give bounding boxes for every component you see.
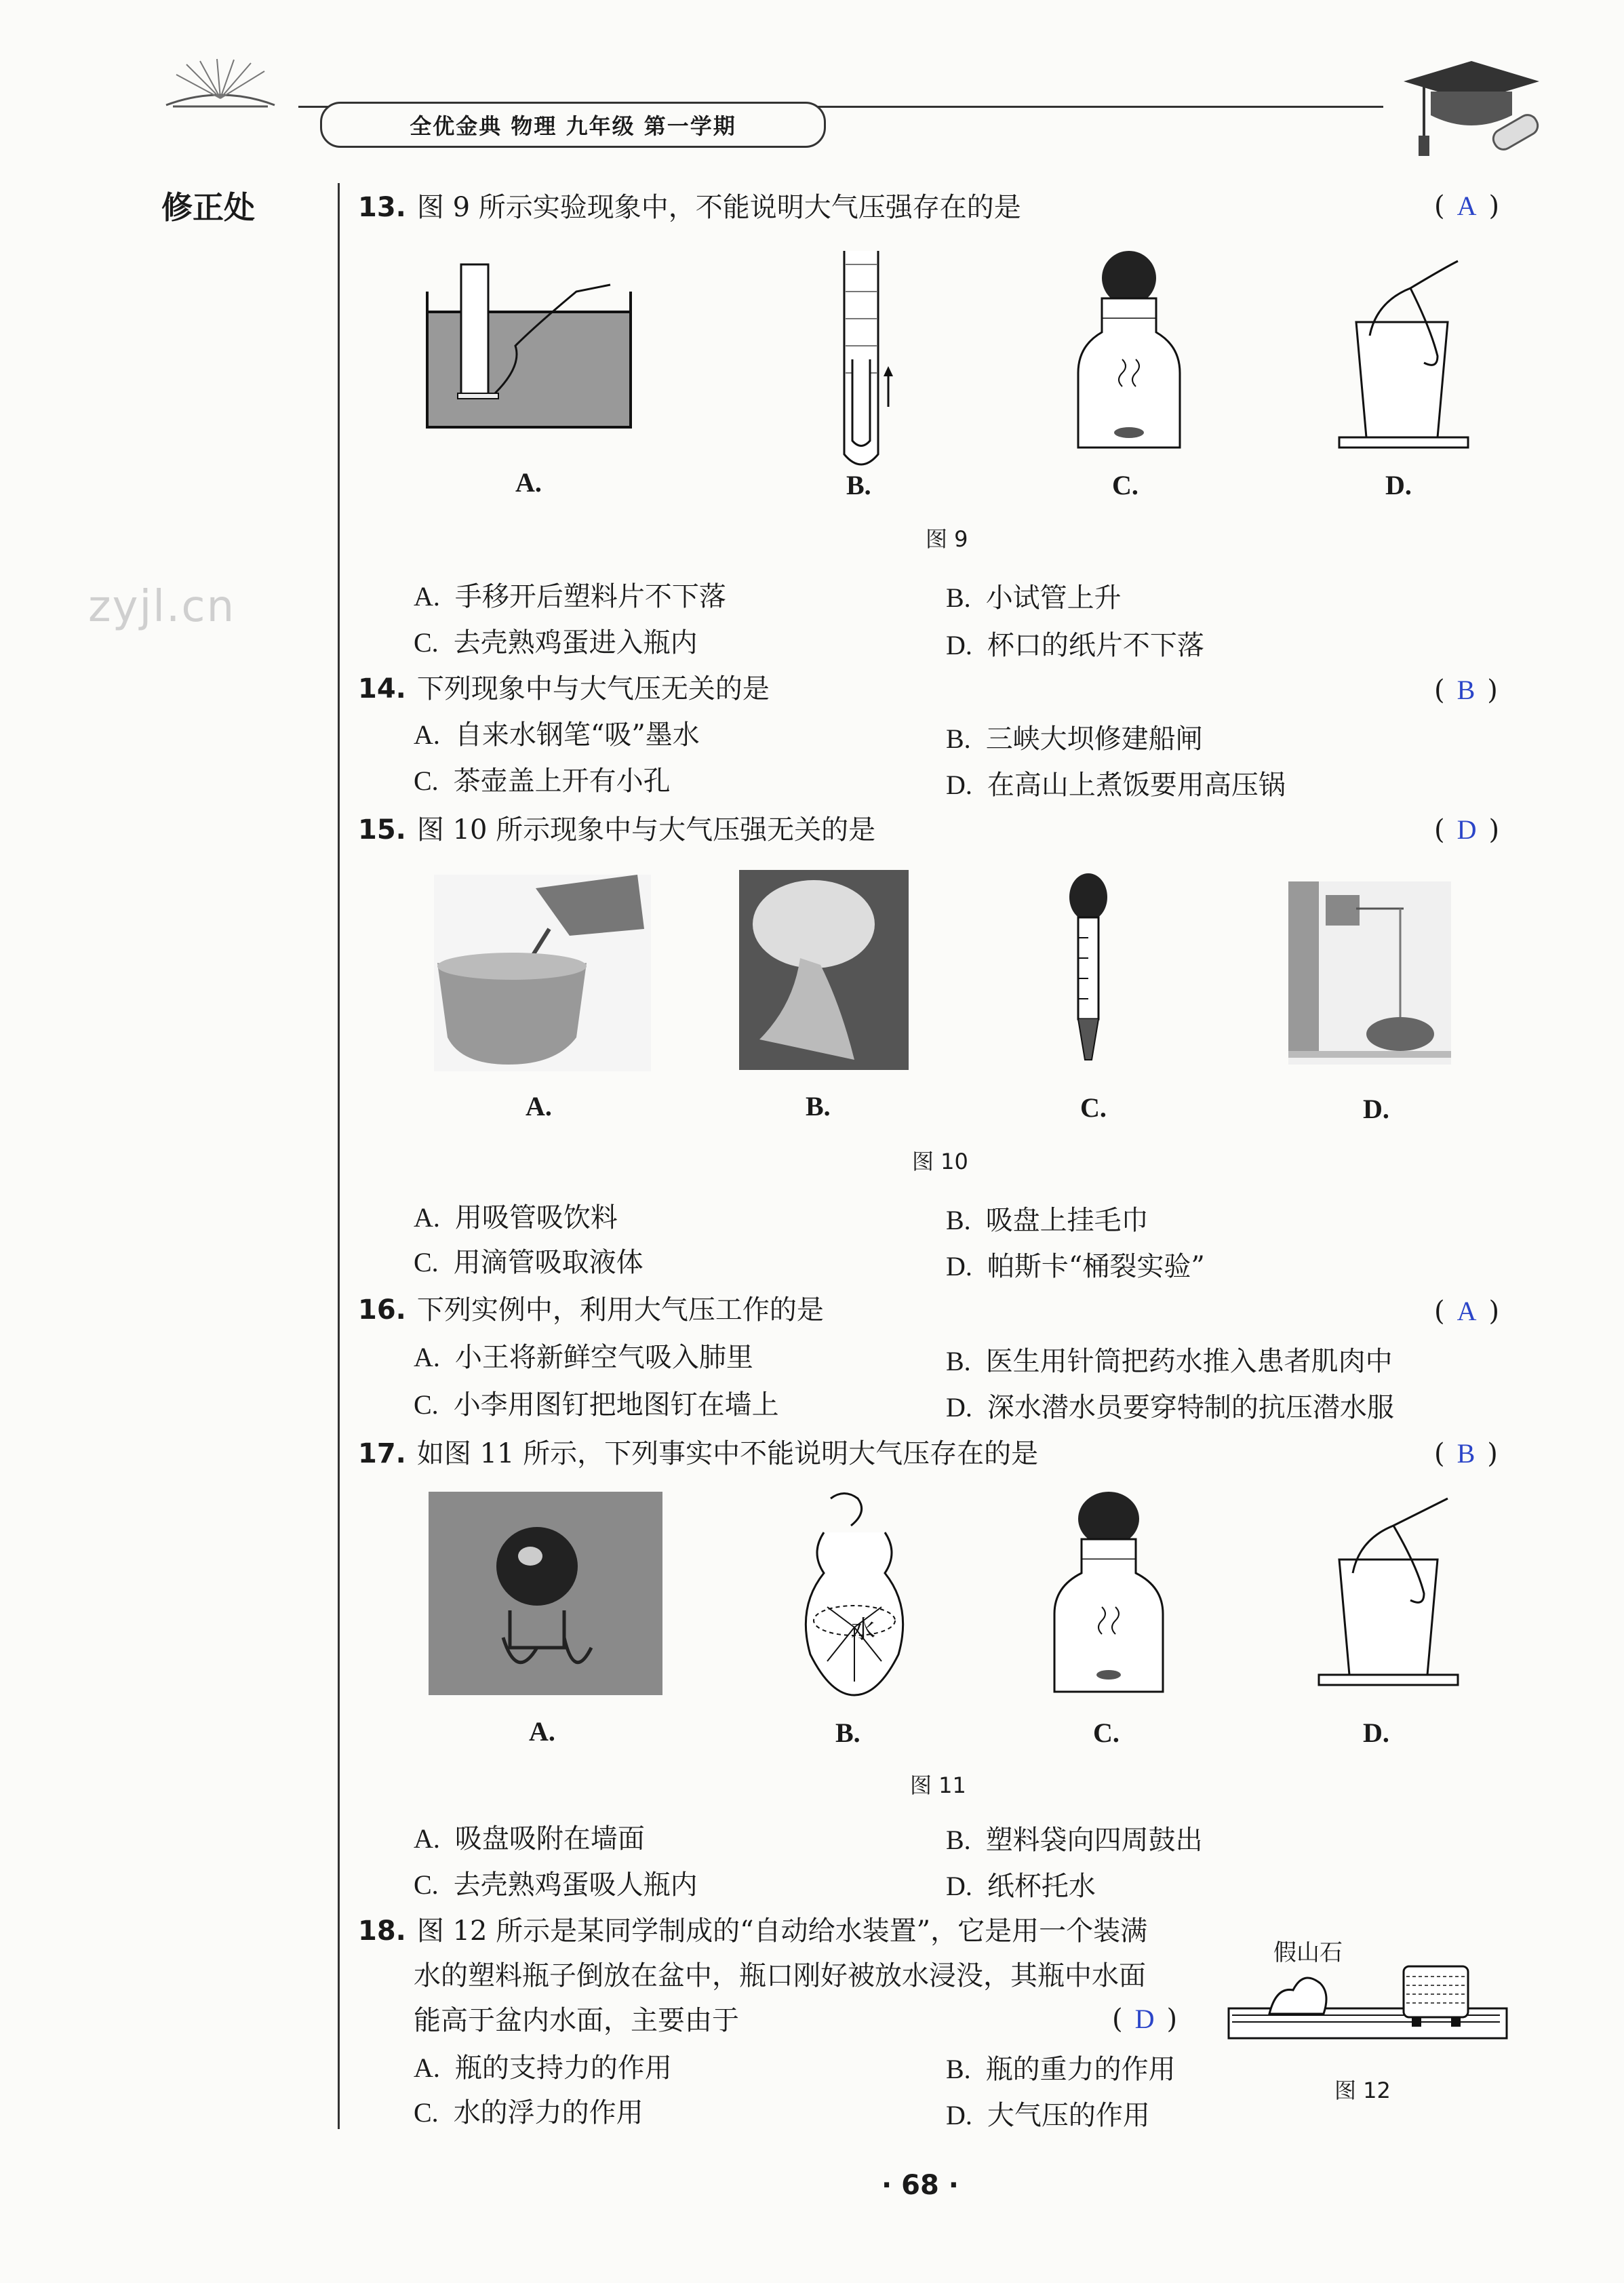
figure-9-label-b: B. bbox=[846, 470, 871, 500]
q15-option-b: B. 吸盘上挂毛巾 bbox=[946, 1205, 1149, 1236]
watermark: zyjl.cn bbox=[88, 582, 236, 632]
question-18-stem-line-1: 18. 图 12 所示是某同学制成的“自动给水装置”，它是用一个装满 bbox=[358, 1915, 1148, 1947]
answer-13: ( A ) bbox=[1434, 191, 1500, 222]
answer-17: ( B ) bbox=[1434, 1438, 1498, 1469]
figure-12-caption: 图 12 bbox=[1334, 2078, 1391, 2103]
answer-18: ( D ) bbox=[1112, 2004, 1178, 2035]
figure-9-label-c: C. bbox=[1112, 470, 1138, 500]
question-15-stem: 15. 图 10 所示现象中与大气压强无关的是 bbox=[358, 814, 876, 846]
question-14-stem: 14. 下列现象中与大气压无关的是 bbox=[358, 673, 770, 704]
q18-option-c: C. 水的浮力的作用 bbox=[414, 2097, 643, 2128]
figure-9b-test-tube-diagram bbox=[837, 251, 898, 475]
q18-option-d: D. 大气压的作用 bbox=[946, 2100, 1150, 2131]
figure-11c-egg-bottle-diagram bbox=[1048, 1492, 1170, 1695]
q15-option-a: A. 用吸管吸饮料 bbox=[414, 1202, 618, 1233]
q13-option-d: D. 杯口的纸片不下落 bbox=[946, 630, 1204, 661]
q17-option-a: A. 吸盘吸附在墙面 bbox=[414, 1823, 645, 1854]
question-16-stem: 16. 下列实例中，利用大气压工作的是 bbox=[358, 1294, 824, 1326]
q14-option-d: D. 在高山上煮饭要用高压锅 bbox=[946, 770, 1286, 801]
q18-option-b: B. 瓶的重力的作用 bbox=[946, 2054, 1176, 2085]
figure-11-label-d: D. bbox=[1363, 1718, 1389, 1748]
figure-12-rock-label: 假山石 bbox=[1273, 1939, 1343, 1966]
figure-10b-suction-cup-photo bbox=[739, 870, 909, 1070]
book-icon bbox=[159, 58, 281, 112]
figure-11-label-b: B. bbox=[835, 1718, 860, 1748]
q16-option-a: A. 小王将新鲜空气吸入肺里 bbox=[414, 1342, 753, 1373]
q16-option-c: C. 小李用图钉把地图钉在墙上 bbox=[414, 1389, 779, 1421]
q13-option-c: C. 去壳熟鸡蛋进入瓶内 bbox=[414, 627, 698, 658]
q13-option-a: A. 手移开后塑料片不下落 bbox=[414, 581, 726, 612]
q15-option-d: D. 帕斯卡“桶裂实验” bbox=[946, 1251, 1205, 1282]
q13-option-b: B. 小试管上升 bbox=[946, 582, 1122, 614]
figure-10c-dropper-diagram bbox=[1061, 870, 1115, 1067]
figure-10-label-a: A. bbox=[526, 1091, 552, 1121]
figure-11-caption: 图 11 bbox=[910, 1772, 966, 1798]
header-banner: 全优金典 物理 九年级 第一学期 bbox=[320, 102, 826, 148]
question-17-stem: 17. 如图 11 所示，下列事实中不能说明大气压存在的是 bbox=[358, 1438, 1039, 1469]
bag-water-label: 水 bbox=[851, 1616, 876, 1644]
q14-option-a: A. 自来水钢笔“吸”墨水 bbox=[414, 719, 700, 751]
q17-option-c: C. 去壳熟鸡蛋吸人瓶内 bbox=[414, 1869, 698, 1901]
page-number: · 68 · bbox=[882, 2170, 959, 2201]
q17-option-d: D. 纸杯托水 bbox=[946, 1871, 1096, 1902]
answer-15: ( D ) bbox=[1434, 814, 1500, 846]
figure-10-label-d: D. bbox=[1363, 1094, 1389, 1124]
question-18-stem-line-3: 能高于盆内水面，主要由于 bbox=[414, 2005, 739, 2036]
figure-11b-plastic-bag-diagram bbox=[804, 1492, 905, 1702]
figure-9d-paper-cup-diagram bbox=[1336, 254, 1471, 451]
q16-option-d: D. 深水潜水员要穿特制的抗压潜水服 bbox=[946, 1392, 1394, 1423]
figure-10-label-b: B. bbox=[806, 1091, 831, 1121]
answer-14: ( B ) bbox=[1434, 675, 1498, 706]
q14-option-b: B. 三峡大坝修建船闸 bbox=[946, 723, 1203, 755]
q15-option-c: C. 用滴管吸取液体 bbox=[414, 1247, 643, 1278]
sidebar-title: 修正处 bbox=[161, 189, 255, 226]
figure-10-caption: 图 10 bbox=[912, 1149, 968, 1174]
graduation-cap-icon bbox=[1397, 54, 1546, 163]
figure-11-label-c: C. bbox=[1093, 1718, 1120, 1748]
question-13-stem: 13. 图 9 所示实验现象中，不能说明大气压强存在的是 bbox=[358, 192, 1021, 223]
margin-divider bbox=[338, 183, 340, 2129]
figure-11d-paper-cup-diagram bbox=[1319, 1492, 1461, 1688]
figure-9a-plastic-sheet-diagram bbox=[420, 264, 637, 434]
question-18-stem-line-2: 水的塑料瓶子倒放在盆中，瓶口刚好被放水浸没，其瓶中水面 bbox=[414, 1960, 1146, 1991]
figure-9c-egg-bottle-diagram bbox=[1071, 251, 1187, 454]
figure-10a-straw-photo bbox=[434, 875, 651, 1071]
figure-9-caption: 图 9 bbox=[926, 526, 968, 552]
figure-10-label-c: C. bbox=[1080, 1092, 1107, 1123]
q17-option-b: B. 塑料袋向四周鼓出 bbox=[946, 1825, 1203, 1856]
figure-12-water-device-diagram bbox=[1229, 1966, 1513, 2054]
q14-option-c: C. 茶壶盖上开有小孔 bbox=[414, 766, 671, 797]
q18-option-a: A. 瓶的支持力的作用 bbox=[414, 2052, 672, 2084]
q16-option-b: B. 医生用针筒把药水推入患者肌肉中 bbox=[946, 1346, 1393, 1377]
figure-9-label-a: A. bbox=[515, 467, 542, 498]
figure-11a-suction-hook-photo bbox=[429, 1492, 662, 1695]
figure-10d-barrel-experiment-photo bbox=[1288, 881, 1451, 1065]
answer-16: ( A ) bbox=[1434, 1296, 1500, 1327]
figure-11-label-a: A. bbox=[529, 1716, 555, 1747]
figure-9-label-d: D. bbox=[1385, 470, 1412, 500]
